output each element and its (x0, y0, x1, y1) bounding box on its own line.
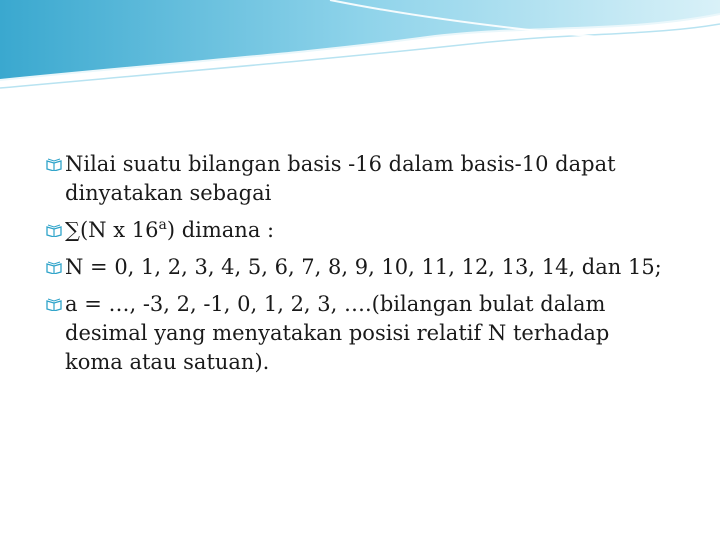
formula-exponent: a (158, 217, 167, 233)
top-wave-decoration (0, 0, 720, 92)
bullet-text: a = …, -3, 2, -1, 0, 1, 2, 3, ….(bilangan bulat dalam desimal yang menyatakan posisi relatif N terhadap koma atau satuan). (65, 292, 610, 374)
formula-base: ∑(N x 16 (65, 218, 159, 242)
bullet-item (46, 290, 666, 377)
bullet-item (46, 216, 666, 245)
bullet-text: Nilai suatu bilangan basis -16 dalam basis-10 dapat dinyatakan sebagai (65, 152, 616, 205)
bullet-list (46, 150, 666, 385)
book-bullet-icon (46, 261, 62, 274)
bullet-item (46, 253, 666, 282)
formula-tail: ) dimana : (166, 218, 275, 242)
formula-text (65, 216, 666, 245)
bullet-text: N = 0, 1, 2, 3, 4, 5, 6, 7, 8, 9, 10, 11, 12, 13, 14, dan 15; (65, 255, 662, 279)
book-bullet-icon (46, 298, 62, 311)
book-bullet-icon (46, 224, 62, 237)
bullet-item (46, 150, 666, 208)
book-bullet-icon (46, 158, 62, 171)
